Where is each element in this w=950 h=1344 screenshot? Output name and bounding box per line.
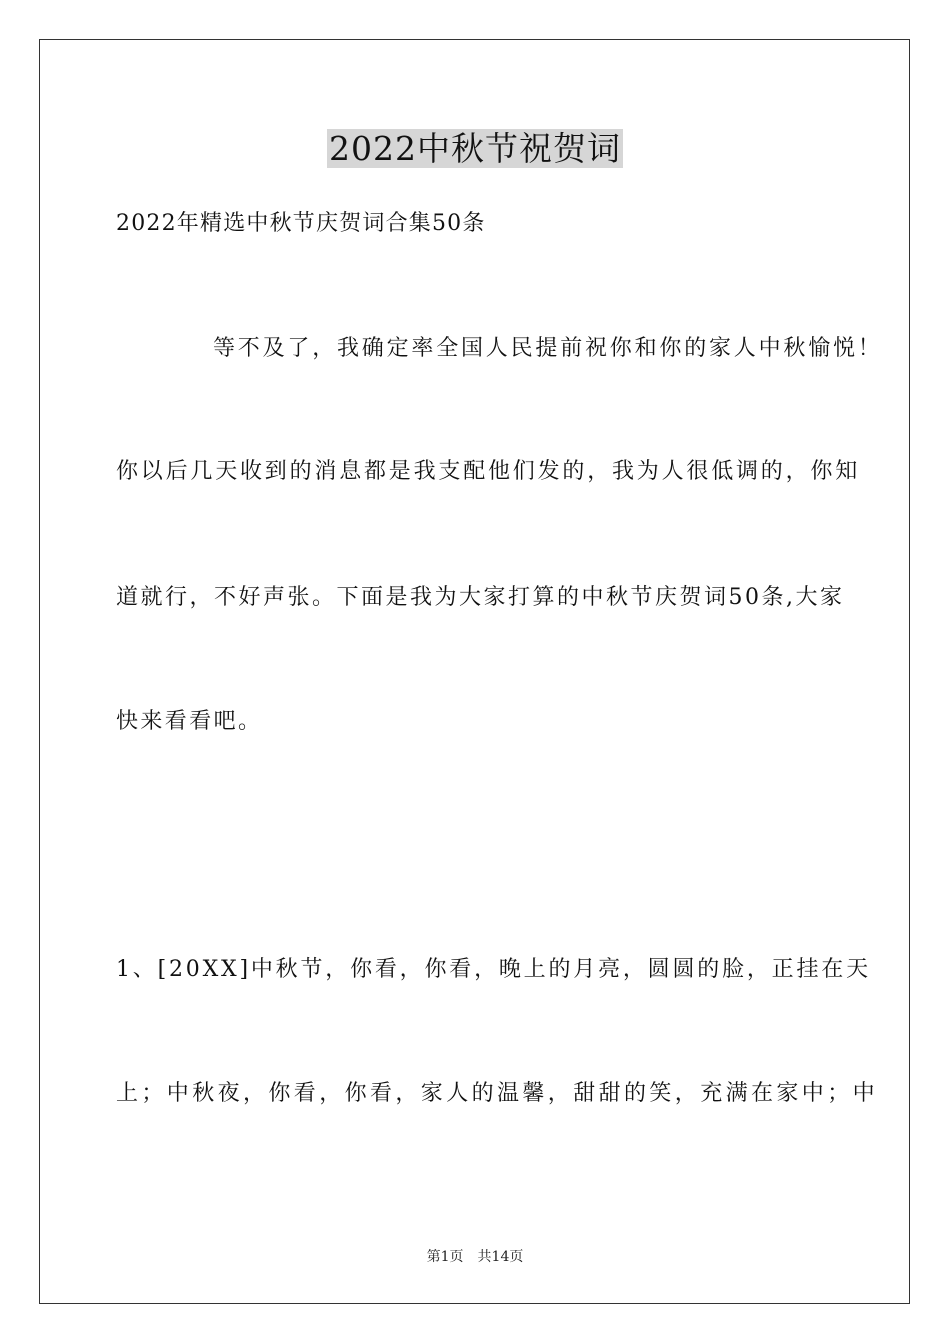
page-number: 第1页	[426, 1249, 464, 1265]
page-footer	[0, 1247, 950, 1267]
paragraph-line: 快来看看吧。	[116, 709, 263, 734]
paragraph-line: 上；中秋夜，你看，你看，家人的温馨，甜甜的笑，充满在家中；中	[116, 1081, 879, 1106]
paragraph-line: 道就行，不好声张。下面是我为大家打算的中秋节庆贺词50条,大家	[116, 585, 845, 610]
paragraph-line: 1、[20XX]中秋节，你看，你看，晚上的月亮，圆圆的脸，正挂在天	[116, 957, 871, 982]
document-title	[0, 126, 950, 172]
paragraph-line: 你以后几天收到的消息都是我支配他们发的，我为人很低调的，你知	[116, 459, 861, 484]
document-title-text: 2022中秋节祝贺词	[329, 129, 621, 168]
paragraph-line: 等不及了，我确定率全国人民提前祝你和你的家人中秋愉悦！	[213, 336, 883, 361]
page-total: 共14页	[477, 1249, 524, 1265]
document-subtitle: 2022年精选中秋节庆贺词合集50条	[116, 211, 486, 236]
